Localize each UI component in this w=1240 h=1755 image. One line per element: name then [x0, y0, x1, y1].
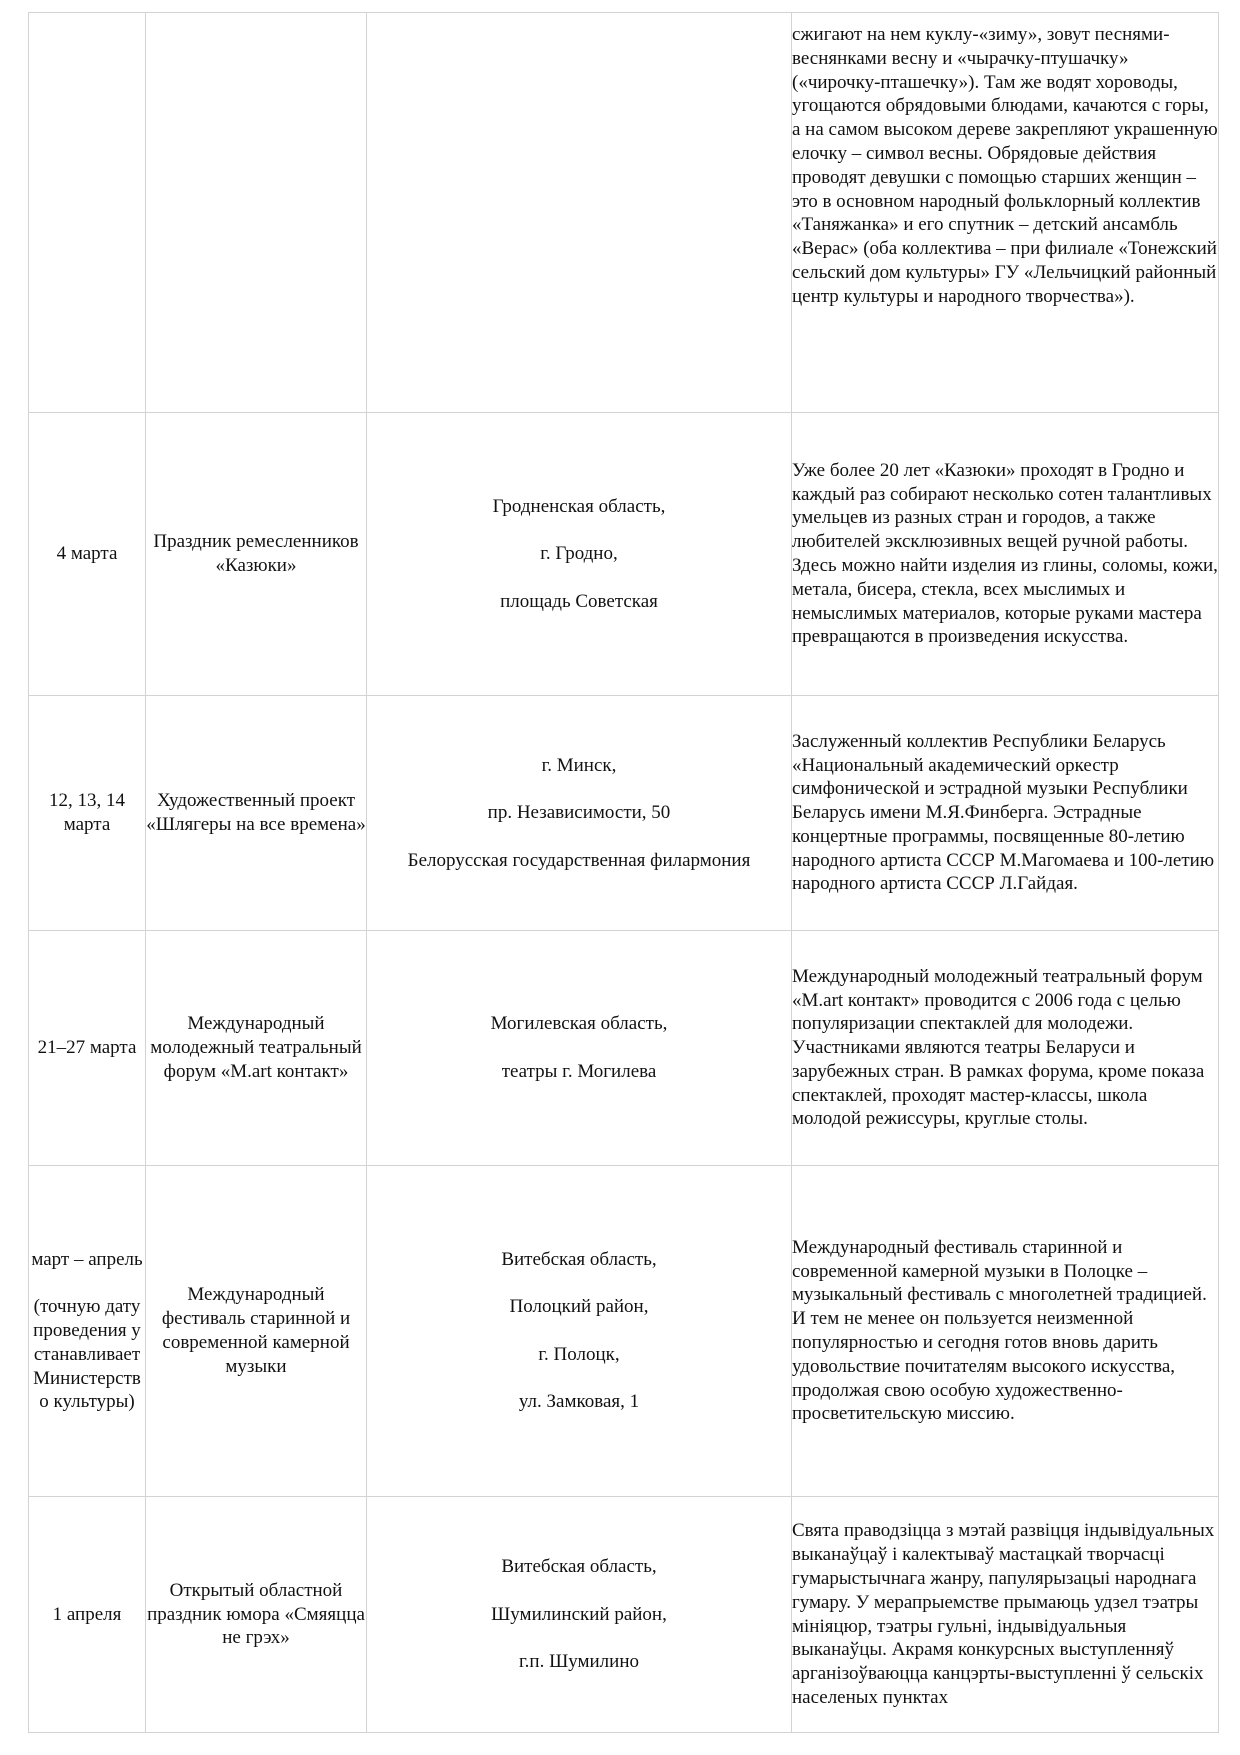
description-text: Международный фестиваль старинной и современной камерной музыки в Полоцке – музыкальный фестиваль с многолетней традицией. И тем не менее он пользуется неизменной популярностью и сегодня готов вновь дарить удовольствие почитателям высокого искусства, продолжая свою особую художественно-просветительскую миссию. — [792, 1236, 1207, 1425]
description-cell — [792, 696, 1219, 931]
date-text: 4 марта — [56, 543, 118, 565]
date-text: 21–27 марта — [37, 1037, 137, 1059]
venue-line: г. Полоцк, — [538, 1343, 620, 1365]
event-name-text: Открытый областной праздник юмора «Смяяцца не грэх» — [147, 1579, 365, 1649]
table-row — [29, 413, 1219, 696]
date-cell — [29, 413, 146, 696]
date-cell — [29, 13, 146, 413]
venue-cell — [367, 1497, 792, 1733]
date-cell — [29, 696, 146, 931]
description-cell — [792, 1497, 1219, 1733]
table-row — [29, 1497, 1219, 1733]
event-name-text: Международный фестиваль старинной и современной камерной музыки — [161, 1284, 351, 1377]
venue-line: Полоцкий район, — [509, 1296, 649, 1318]
venue-line: Гродненская область, — [492, 495, 666, 517]
venue-line: театры г. Могилева — [501, 1060, 657, 1082]
description-cell — [792, 1166, 1219, 1497]
event-name-cell — [146, 413, 367, 696]
date-text: март – апрель — [31, 1248, 143, 1270]
event-name-cell — [146, 13, 367, 413]
description-cell — [792, 413, 1219, 696]
venue-line: Шумилинский район, — [491, 1603, 667, 1625]
venue-line: Белорусская государственная филармония — [407, 849, 751, 871]
date-cell — [29, 1497, 146, 1733]
description-cell — [792, 13, 1219, 413]
venue-cell — [367, 696, 792, 931]
description-text: Международный молодежный театральный форум «M.art контакт» проводится с 2006 года с целью популяризации спектаклей для молодежи. Участниками являются театры Беларуси и зарубежных стран. В рамках форума, кроме показа спектаклей, проходят мастер-классы, школа молодой режиссуры, круглые столы. — [792, 965, 1205, 1130]
venue-line: Витебская область, — [501, 1248, 657, 1270]
venue-line: пр. Независимости, 50 — [487, 802, 671, 824]
date-text: 1 апреля — [52, 1603, 122, 1625]
table-row — [29, 931, 1219, 1166]
event-name-cell — [146, 1166, 367, 1497]
venue-line: ул. Замковая, 1 — [518, 1391, 640, 1413]
table-row — [29, 1166, 1219, 1497]
event-name-text: Праздник ремесленников «Казюки» — [153, 531, 359, 576]
venue-cell — [367, 13, 792, 413]
event-name-cell — [146, 696, 367, 931]
venue-line: г. Минск, — [541, 754, 617, 776]
date-note: (точную дату проведения устанавливает Министерство культуры) — [33, 1296, 141, 1413]
venue-cell — [367, 413, 792, 696]
event-name-text: Международный молодежный театральный форум «M.art контакт» — [150, 1013, 362, 1082]
date-cell — [29, 1166, 146, 1497]
description-text: Уже более 20 лет «Казюки» проходят в Гродно и каждый раз собирают несколько сотен талантливых умельцев из разных стран и городов, а также любителей эксклюзивных вещей ручной работы. Здесь можно найти изделия из глины, соломы, кожи, метала, бисера, стекла, всех мыслимых и немыслимых материалов, которые руками мастера превращаются в произведения искусства. — [792, 459, 1218, 648]
venue-line: г. Гродно, — [540, 543, 618, 565]
description-text: Свята праводзіцца з мэтай развіцця індывідуальных выканаўцаў і калектываў мастацкай творчасці гумарыстычнага жанру, папулярызацыі народнага гумару. У мерапрыемстве прымаюць удзел тэатры мініяцюр, тэатры гульні, індывідуальныя выканаўцы. Акрамя конкурсных выступленняў арганізоўваюцца канцэрты-выступленні ў сельскіх населеных пунктах — [792, 1520, 1215, 1708]
description-cell — [792, 931, 1219, 1166]
venue-cell — [367, 1166, 792, 1497]
venue-line: Могилевская область, — [490, 1013, 668, 1035]
description-text: сжигают на нем куклу-«зиму», зовут песнями-веснянками весну и «чырачку-птушачку» («чирочку-пташечку»). Там же водят хороводы, угощаются обрядовыми блюдами, качаются с горы, а на самом высоком дереве закрепляют украшенную елочку – символ весны. Обрядовые действия проводят девушки с помощью старших женщин – это в основном народный фольклорный коллектив «Таняжанка» и его спутник – детский ансамбль «Верас» (оба коллектива – при филиале «Тонежский сельский дом культуры» ГУ «Лельчицкий районный центр культуры и народного творчества»). — [792, 24, 1218, 307]
date-text: 12, 13, 14 марта — [49, 790, 125, 835]
description-text: Заслуженный коллектив Республики Беларусь «Национальный академический оркестр симфонической и эстрадной музыки Республики Беларусь имени М.Я.Финберга. Эстрадные концертные программы, посвященные 80-летию народного артиста СССР М.Магомаева и 100-летию народного артиста СССР Л.Гайдая. — [792, 730, 1215, 895]
date-cell — [29, 931, 146, 1166]
venue-line: площадь Советская — [500, 590, 658, 612]
venue-line: Витебская область, — [501, 1556, 657, 1577]
table-row — [29, 696, 1219, 931]
event-name-cell — [146, 931, 367, 1166]
events-table — [28, 12, 1219, 1733]
table-row — [29, 13, 1219, 413]
venue-line: г.п. Шумилино — [519, 1651, 639, 1673]
venue-cell — [367, 931, 792, 1166]
event-name-cell — [146, 1497, 367, 1733]
event-name-text: Художественный проект «Шлягеры на все времена» — [146, 790, 366, 835]
